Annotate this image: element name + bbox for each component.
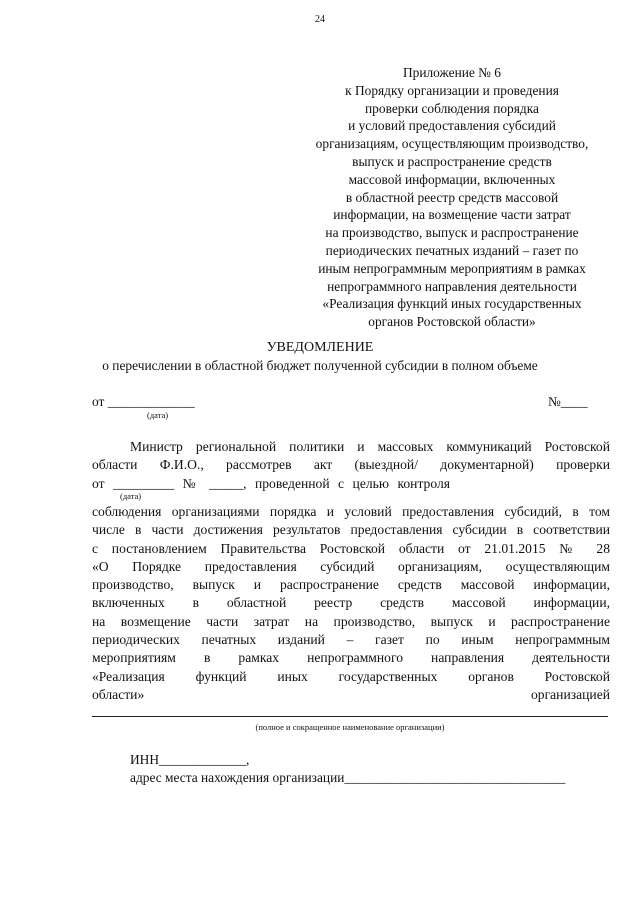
appendix-line: непрограммного направления деятельности — [327, 278, 577, 294]
date-caption-2: (дата) — [120, 491, 142, 501]
org-name-underline — [92, 716, 608, 717]
body-line: мероприятиям в рамках непрограммного направления деятельности — [92, 650, 610, 666]
appendix-line: «Реализация функций иных государственных — [322, 296, 582, 312]
appendix-line: Приложение № 6 — [402, 65, 502, 80]
body-line: соблюдения организациями порядка и условий предоставления субсидий, в том — [92, 504, 610, 519]
page-number: 24 — [315, 14, 325, 25]
appendix-line: периодических печатных изданий – газет по — [325, 242, 579, 258]
body-last-row — [92, 686, 610, 704]
body-line: числе в части достижения результатов предоставления субсидии в соответствии — [92, 522, 610, 538]
appendix-line: массовой информации, включенных — [348, 171, 556, 187]
org-caption: (полное и сокращенное наименование организации) — [255, 722, 445, 732]
body-line: производство, выпуск и распространение средств массовой информации, — [92, 577, 610, 593]
body-line: «Реализация функций иных государственных органов Ростовской — [92, 668, 610, 684]
appendix-line: выпуск и распространение средств — [352, 153, 552, 169]
body-line: с постановлением Правительства Ростовской области от 21.01.2015 № 28 — [92, 540, 610, 556]
address-line: адрес места нахождения организации_________________________________ — [130, 770, 566, 785]
body-line: периодических печатных изданий – газет по иным непрограммным — [92, 632, 610, 648]
body-line: на возмещение части затрат на производство, выпуск и распространение — [92, 613, 610, 629]
appendix-line: проверки соблюдения порядка — [365, 100, 539, 116]
appendix-line: информации, на возмещение части затрат — [333, 207, 571, 223]
appendix-line: и условий предоставления субсидий — [348, 118, 556, 134]
document-title: УВЕДОМЛЕНИЕ — [266, 340, 374, 355]
body-paragraph-first — [92, 438, 610, 493]
appendix-line: в областной реестр средств массовой — [345, 189, 559, 205]
number-line: №____ — [548, 394, 588, 409]
inn-line: ИНН_____________, — [130, 752, 250, 767]
appendix-line: органов Ростовской области» — [368, 314, 536, 330]
appendix-line: к Порядку организации и проведения — [345, 82, 559, 98]
body-paragraph-second — [92, 503, 610, 686]
body-line: включенных в областной реестр средств массовой информации, — [92, 595, 610, 611]
body-line: области Ф.И.О., рассмотрев акт (выездной/ документарной) проверки — [92, 457, 610, 473]
body-last-left: области» — [92, 687, 145, 702]
date-caption: (дата) — [147, 410, 169, 420]
document-subtitle: о перечислении в областной бюджет полученной субсидии в полном объеме — [102, 358, 538, 373]
body-last-right: организацией — [530, 687, 610, 702]
appendix-line: иным непрограммным мероприятиям в рамках — [318, 260, 586, 276]
appendix-line: организациям, осуществляющим производство, — [315, 136, 589, 152]
from-date-line: от _____________ — [92, 394, 195, 409]
body-line: Министр региональной политики и массовых коммуникаций Ростовской — [130, 439, 610, 454]
body-line: от _________ № _____, проведенной с целью контроля — [92, 475, 450, 491]
appendix-header — [292, 64, 612, 331]
body-line: «О Порядке предоставления субсидий организациям, осуществляющим — [92, 558, 610, 574]
appendix-line: на производство, выпуск и распространение — [325, 225, 579, 241]
